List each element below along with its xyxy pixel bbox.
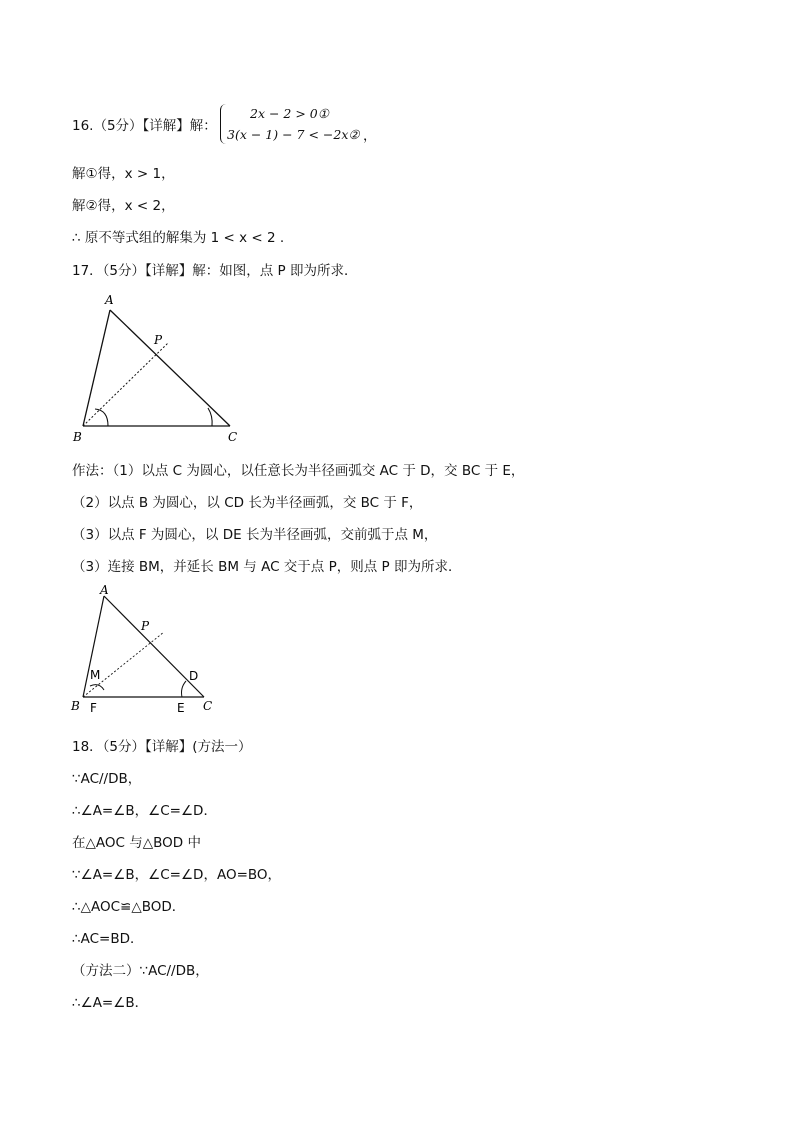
q16-conclusion: ∴ 原不等式组的解集为 1 < x < 2 . <box>72 230 285 246</box>
q16-step-2: 解②得，x < 2， <box>72 198 175 214</box>
q16-step-1: 解①得，x > 1， <box>72 166 175 182</box>
q16-prefix: 16.（5分）【详解】解： <box>72 118 217 134</box>
q18-line-5: ∴△AOC≌△BOD． <box>72 899 186 915</box>
q17-header: 17．（5分）【详解】解：如图，点 P 即为所求． <box>72 263 358 279</box>
fig2-label-m: M <box>90 668 101 682</box>
q17-method-2: （2）以点 B 为圆心，以 CD 长为半径画弧，交 BC 于 F， <box>72 495 423 511</box>
q18-line-4: ∵∠A=∠B，∠C=∠D，AO=BO， <box>72 867 282 883</box>
q16-comma: ， <box>363 128 377 144</box>
q18-line-3: 在△AOC 与△BOD 中 <box>72 835 201 851</box>
q18-line-2: ∴∠A=∠B，∠C=∠D． <box>72 803 217 819</box>
q16-inequality-1: 2x − 2 > 0① <box>250 106 329 121</box>
fig1-label-a: A <box>105 293 114 307</box>
q18-line-1: ∵AC//DB， <box>72 771 142 787</box>
q16-inequality-2: 3(x − 1) − 7 < −2x② <box>227 127 360 142</box>
fig2-label-e: E <box>177 701 185 715</box>
fig2-label-f: F <box>90 701 97 715</box>
triangle-figure-2 <box>60 582 230 722</box>
q17-method-4: （3）连接 BM，并延长 BM 与 AC 交于点 P，则点 P 即为所求． <box>72 559 462 575</box>
system-brace <box>220 104 227 144</box>
q18-line-6: ∴AC=BD． <box>72 931 144 947</box>
q18-line-8: ∴∠A=∠B． <box>72 995 149 1011</box>
fig2-label-d: D <box>189 669 199 683</box>
fig2-label-a: A <box>100 583 109 597</box>
fig1-label-b: B <box>73 430 82 444</box>
q18-header: 18．（5分）【详解】(方法一） <box>72 739 252 755</box>
fig2-label-b: B <box>71 699 80 713</box>
triangle-figure-1 <box>60 288 260 448</box>
q17-method-3: （3）以点 F 为圆心，以 DE 长为半径画弧，交前弧于点 M， <box>72 527 438 543</box>
q17-method-1: 作法：（1）以点 C 为圆心，以任意长为半径画弧交 AC 于 D，交 BC 于 E， <box>72 463 525 479</box>
fig1-label-p: P <box>154 333 163 347</box>
fig2-label-p: P <box>141 619 150 633</box>
fig2-label-c: C <box>203 699 213 713</box>
fig1-label-c: C <box>228 430 238 444</box>
q18-line-7: （方法二）∵AC//DB， <box>72 963 209 979</box>
